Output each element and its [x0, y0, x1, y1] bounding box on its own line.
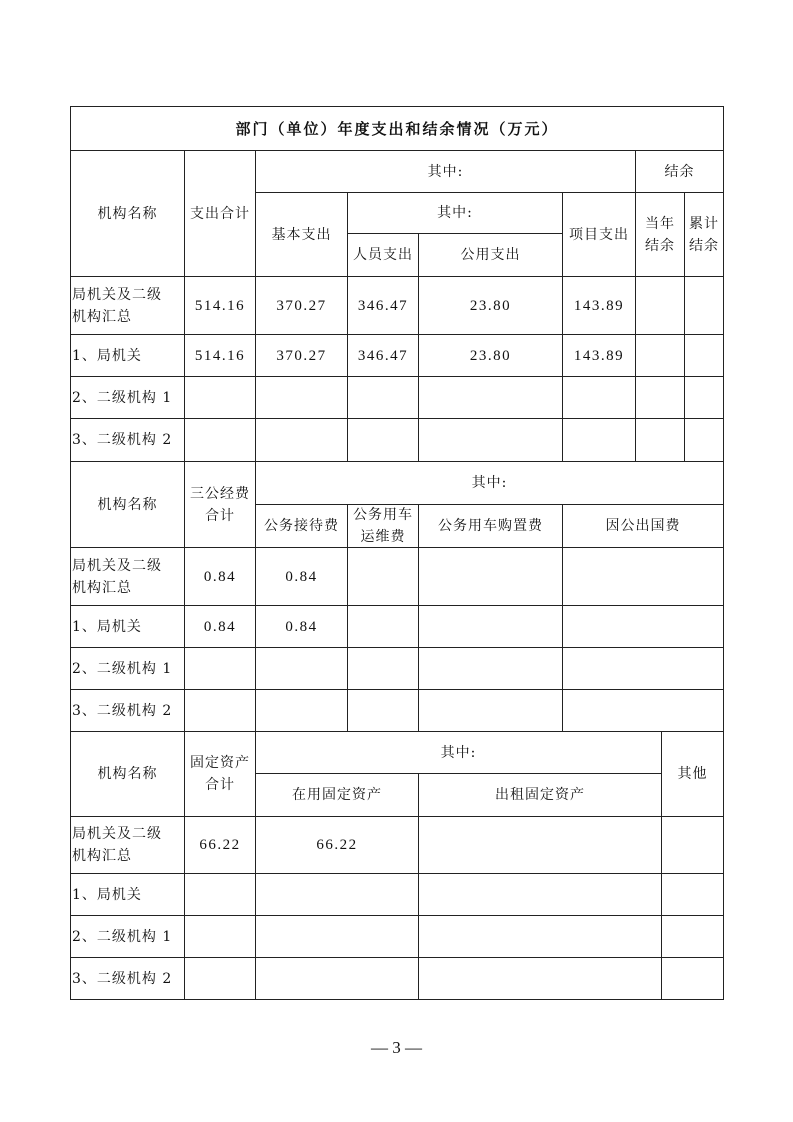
table-title: 部门（单位）年度支出和结余情况（万元） [70, 106, 724, 151]
table-cell: 66.22 [255, 816, 419, 874]
row-org-name: 局机关及二级 机构汇总 [70, 547, 185, 606]
header-of-which: 其中: [255, 461, 724, 505]
table-cell: 143.89 [562, 276, 636, 335]
header-org-name: 机构名称 [70, 461, 185, 548]
table-cell [562, 689, 724, 732]
table-cell [184, 689, 256, 732]
table-cell: 0.84 [184, 547, 256, 606]
header-other: 其他 [661, 731, 724, 817]
header-of-which: 其中: [347, 192, 563, 234]
table-cell: 346.47 [347, 334, 419, 377]
table-cell [418, 647, 563, 690]
row-org-name: 局机关及二级 机构汇总 [70, 816, 185, 874]
header-leased-assets: 出租固定资产 [418, 773, 662, 817]
header-public: 公用支出 [418, 233, 563, 277]
table-cell [684, 276, 724, 335]
table-cell [418, 689, 563, 732]
table-cell [418, 915, 662, 958]
table-cell [184, 957, 256, 1000]
row-org-name: 3、二级机构 2 [70, 418, 185, 462]
table-cell [635, 334, 685, 377]
table-cell [418, 605, 563, 648]
header-reception: 公务接待费 [255, 504, 348, 548]
table-cell [418, 816, 662, 874]
table-cell [684, 376, 724, 419]
header-fixed-assets-total: 固定资产 合计 [184, 731, 256, 817]
table-cell [661, 873, 724, 916]
table-cell [255, 689, 348, 732]
table-cell [661, 816, 724, 874]
table-cell [562, 418, 636, 462]
table-cell [255, 647, 348, 690]
header-vehicle-purchase: 公务用车购置费 [418, 504, 563, 548]
header-of-which: 其中: [255, 150, 636, 193]
table-cell [562, 376, 636, 419]
table-cell: 0.84 [184, 605, 256, 648]
table-cell [347, 689, 419, 732]
header-abroad: 因公出国费 [562, 504, 724, 548]
header-org-name: 机构名称 [70, 150, 185, 277]
table-cell [255, 873, 419, 916]
table-cell: 23.80 [418, 334, 563, 377]
table-cell [418, 957, 662, 1000]
table-cell [255, 376, 348, 419]
table-cell [418, 547, 563, 606]
header-org-name: 机构名称 [70, 731, 185, 817]
table-cell [184, 418, 256, 462]
table-cell: 514.16 [184, 334, 256, 377]
table-cell [184, 873, 256, 916]
table-cell [684, 418, 724, 462]
header-cumulative-balance: 累计 结余 [684, 192, 724, 277]
table-cell [347, 418, 419, 462]
table-cell [418, 873, 662, 916]
table-cell: 23.80 [418, 276, 563, 335]
row-org-name: 1、局机关 [70, 334, 185, 377]
table-cell [255, 957, 419, 1000]
table-cell [418, 376, 563, 419]
header-expenditure-total: 支出合计 [184, 150, 256, 277]
table-cell [635, 418, 685, 462]
table-cell: 143.89 [562, 334, 636, 377]
row-org-name: 2、二级机构 1 [70, 647, 185, 690]
table-cell: 0.84 [255, 605, 348, 648]
table-cell [255, 915, 419, 958]
table-cell [562, 605, 724, 648]
row-org-name: 1、局机关 [70, 605, 185, 648]
table-cell: 370.27 [255, 276, 348, 335]
table-cell [562, 547, 724, 606]
table-cell [184, 915, 256, 958]
table-cell [184, 647, 256, 690]
header-three-public-total: 三公经费 合计 [184, 461, 256, 548]
table-cell [562, 647, 724, 690]
header-balance: 结余 [635, 150, 724, 193]
table-cell [418, 418, 563, 462]
table-cell [347, 605, 419, 648]
header-project: 项目支出 [562, 192, 636, 277]
table-cell [661, 957, 724, 1000]
row-org-name: 3、二级机构 2 [70, 689, 185, 732]
table-cell [661, 915, 724, 958]
page-number: — 3 — [371, 1038, 422, 1057]
header-personnel: 人员支出 [347, 233, 419, 277]
table-cell: 514.16 [184, 276, 256, 335]
table-cell [635, 276, 685, 335]
header-vehicle-ops: 公务用车 运维费 [347, 504, 419, 548]
row-org-name: 1、局机关 [70, 873, 185, 916]
row-org-name: 2、二级机构 1 [70, 915, 185, 958]
table-cell [347, 547, 419, 606]
header-basic-expenditure: 基本支出 [255, 192, 348, 277]
table-cell: 0.84 [255, 547, 348, 606]
header-of-which: 其中: [255, 731, 662, 774]
table-cell [255, 418, 348, 462]
table-cell [684, 334, 724, 377]
row-org-name: 2、二级机构 1 [70, 376, 185, 419]
table-cell [347, 647, 419, 690]
table-cell [184, 376, 256, 419]
table-cell: 346.47 [347, 276, 419, 335]
header-in-use-assets: 在用固定资产 [255, 773, 419, 817]
table-cell [635, 376, 685, 419]
header-current-balance: 当年 结余 [635, 192, 685, 277]
row-org-name: 3、二级机构 2 [70, 957, 185, 1000]
table-cell [347, 376, 419, 419]
table-cell: 66.22 [184, 816, 256, 874]
table-cell: 370.27 [255, 334, 348, 377]
row-org-name: 局机关及二级 机构汇总 [70, 276, 185, 335]
